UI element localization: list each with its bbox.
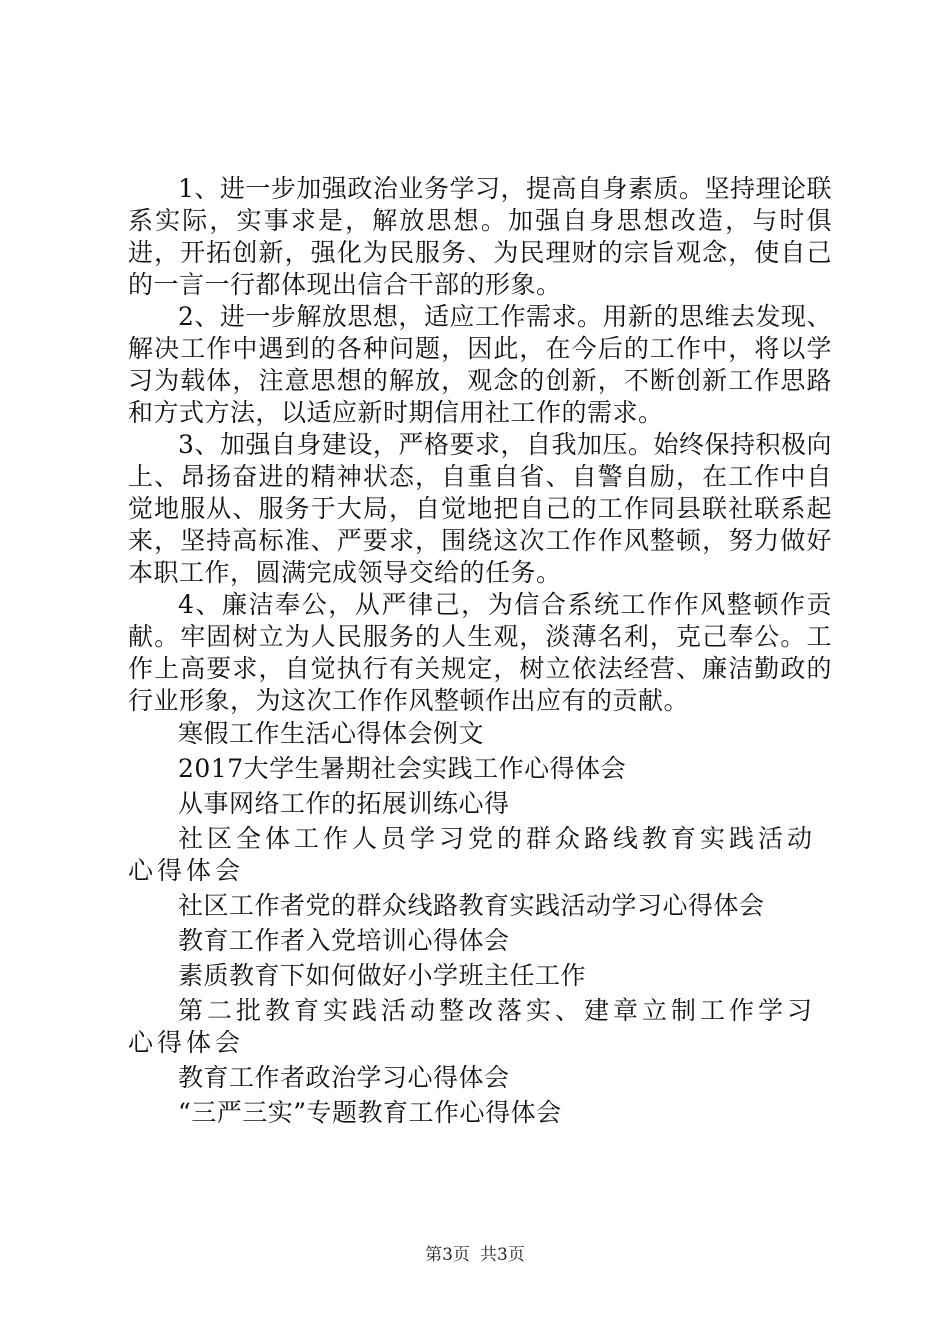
related-article-link[interactable]: 从事网络工作的拓展训练心得 <box>178 789 510 818</box>
related-article-link[interactable]: 教育工作者政治学习心得体会 <box>178 1063 510 1092</box>
paragraph-1: 1、进一步加强政治业务学习，提高自身素质。坚持理论联系实际，实事求是，解放思想。加强自身思想改造，与时俱进，开拓创新，强化为民服务、为民理财的宗旨观念，使自己的一言一行都体现出信合干部的形象。 <box>128 174 832 299</box>
paragraph-4: 4、廉洁奉公，从严律己，为信合系统工作作风整顿作贡献。牢固树立为人民服务的人生观，淡薄名利，克己奉公。工作上高要求，自觉执行有关规定，树立依法经营、廉洁勤政的行业形象，为这次工作作风整顿作出应有的贡献。 <box>128 590 832 715</box>
document-body <box>128 173 832 1132</box>
related-article-link[interactable]: 素质教育下如何做好小学班主任工作 <box>178 961 587 990</box>
paragraph-3: 3、加强自身建设，严格要求，自我加压。始终保持积极向上、昂扬奋进的精神状态，自重自省、自警自励，在工作中自觉地服从、服务于大局，自觉地把自己的工作同县联社联系起来，坚持高标准、严要求，围绕这次工作作风整顿，努力做好本职工作，圆满完成领导交给的任务。 <box>128 430 832 587</box>
paragraph-2: 2、进一步解放思想，适应工作需求。用新的思维去发现、解决工作中遇到的各种问题，因此，在今后的工作中，将以学习为载体，注意思想的解放，观念的创新，不断创新工作思路和方式方法，以适应新时期信用社工作的需求。 <box>128 302 832 427</box>
related-articles-list <box>128 718 832 1129</box>
related-article-link[interactable]: 寒假工作生活心得体会例文 <box>178 719 485 748</box>
page-total: 共3页 <box>480 1245 525 1265</box>
related-article-link[interactable]: 教育工作者入党培训心得体会 <box>178 926 510 955</box>
page-number: 第3页 <box>425 1245 470 1265</box>
related-article-link[interactable]: 2017大学生暑期社会实践工作心得体会 <box>178 754 627 783</box>
related-article-link[interactable]: 社区全体工作人员学习党的群众路线教育实践活动心得体会 <box>128 824 817 885</box>
page-footer <box>0 1244 950 1266</box>
related-article-link[interactable]: 社区工作者党的群众线路教育实践活动学习心得体会 <box>178 891 765 920</box>
related-article-link[interactable]: “三严三实”专题教育工作心得体会 <box>178 1098 562 1127</box>
related-article-link[interactable]: 第二批教育实践活动整改落实、建章立制工作学习心得体会 <box>128 996 817 1057</box>
